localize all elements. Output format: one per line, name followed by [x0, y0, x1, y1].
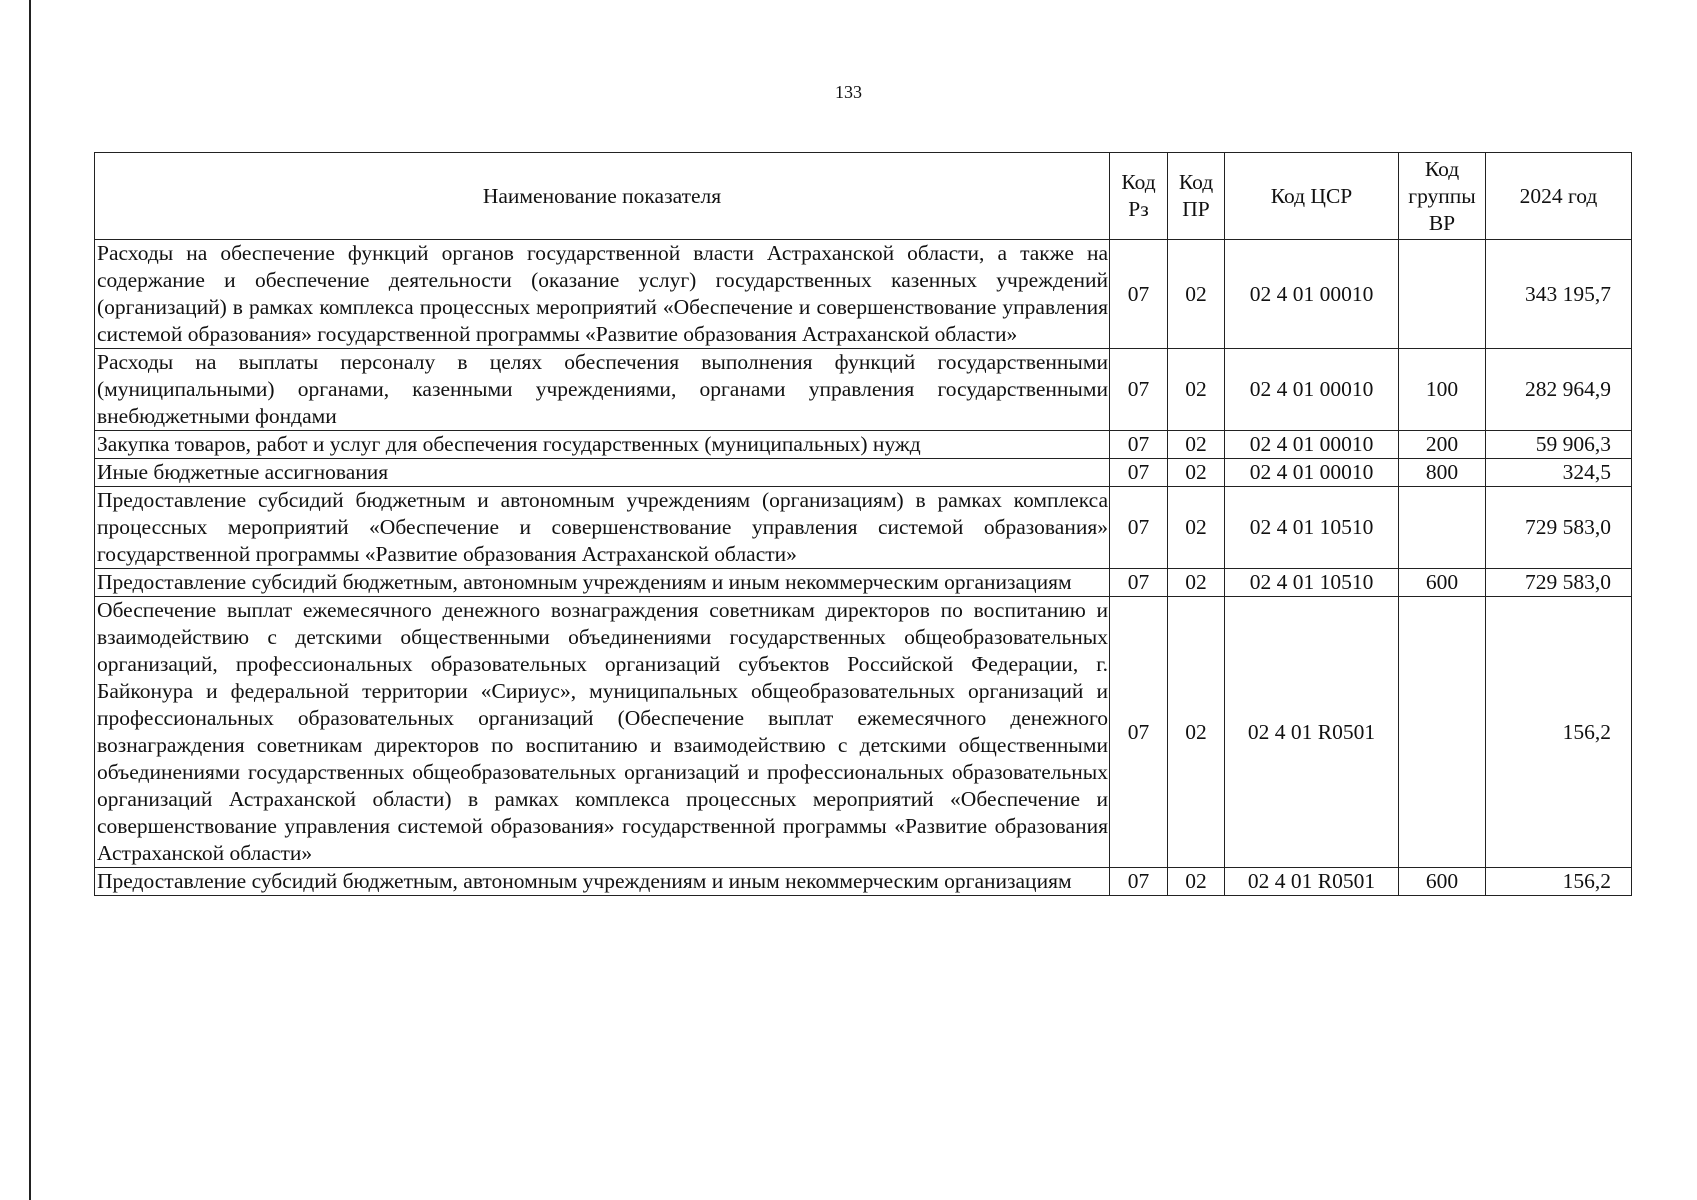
row-name: Закупка товаров, работ и услуг для обеспечения государственных (муниципальных) нужд [95, 431, 1110, 459]
row-vr: 100 [1399, 349, 1486, 431]
header-name: Наименование показателя [95, 153, 1110, 240]
page-number: 133 [835, 82, 862, 102]
row-rz: 07 [1110, 349, 1168, 431]
table-row [95, 487, 1632, 569]
table-header-row [95, 153, 1632, 240]
row-pr: 02 [1168, 569, 1225, 597]
row-csr: 02 4 01 10510 [1225, 569, 1399, 597]
row-name: Обеспечение выплат ежемесячного денежного вознаграждения советникам директоров по воспитанию и взаимодействию с детскими общественными объединениями государственных общеобразовательных организаций, профессиональных образовательных организаций субъектов Российской Федерации, г. Байконура и федеральной территории «Сириус», муниципальных общеобразовательных организаций и профессиональных образовательных организаций (Обеспечение выплат ежемесячного денежного вознаграждения советникам директоров по воспитанию и взаимодействию с детскими общественными объединениями государственных общеобразовательных организаций и профессиональных образовательных организаций Астраханской области) в рамках комплекса процессных мероприятий «Обеспечение и совершенствование управления системой образования» государственной программы «Развитие образования Астраханской области» [95, 597, 1110, 868]
row-amount: 59 906,3 [1486, 431, 1632, 459]
table-row [95, 240, 1632, 349]
row-name: Предоставление субсидий бюджетным и автономным учреждениям (организациям) в рамках комплекса процессных мероприятий «Обеспечение и совершенствование управления системой образования» государственной программы «Развитие образования Астраханской области» [95, 487, 1110, 569]
row-name: Предоставление субсидий бюджетным, автономным учреждениям и иным некоммерческим организациям [95, 569, 1110, 597]
row-csr: 02 4 01 R0501 [1225, 868, 1399, 896]
row-rz: 07 [1110, 431, 1168, 459]
row-amount: 343 195,7 [1486, 240, 1632, 349]
row-amount: 729 583,0 [1486, 487, 1632, 569]
row-name: Иные бюджетные ассигнования [95, 459, 1110, 487]
row-vr [1399, 240, 1486, 349]
table-row [95, 569, 1632, 597]
row-vr: 800 [1399, 459, 1486, 487]
row-vr [1399, 597, 1486, 868]
table-row [95, 431, 1632, 459]
row-rz: 07 [1110, 868, 1168, 896]
header-pr: Код ПР [1168, 153, 1225, 240]
row-vr [1399, 487, 1486, 569]
row-amount: 729 583,0 [1486, 569, 1632, 597]
row-pr: 02 [1168, 431, 1225, 459]
header-year: 2024 год [1486, 153, 1632, 240]
row-csr: 02 4 01 00010 [1225, 349, 1399, 431]
row-pr: 02 [1168, 349, 1225, 431]
table-row [95, 459, 1632, 487]
row-csr: 02 4 01 00010 [1225, 431, 1399, 459]
row-amount: 324,5 [1486, 459, 1632, 487]
row-rz: 07 [1110, 569, 1168, 597]
row-name: Расходы на обеспечение функций органов государственной власти Астраханской области, а также на содержание и обеспечение деятельности (оказание услуг) государственных казенных учреждений (организаций) в рамках комплекса процессных мероприятий «Обеспечение и совершенствование управления системой образования» государственной программы «Развитие образования Астраханской области» [95, 240, 1110, 349]
row-amount: 282 964,9 [1486, 349, 1632, 431]
header-vr: Код группы ВР [1399, 153, 1486, 240]
row-csr: 02 4 01 10510 [1225, 487, 1399, 569]
table-row [95, 868, 1632, 896]
table-row [95, 349, 1632, 431]
row-pr: 02 [1168, 868, 1225, 896]
row-rz: 07 [1110, 597, 1168, 868]
row-vr: 200 [1399, 431, 1486, 459]
row-csr: 02 4 01 R0501 [1225, 597, 1399, 868]
row-rz: 07 [1110, 487, 1168, 569]
header-csr: Код ЦСР [1225, 153, 1399, 240]
row-rz: 07 [1110, 459, 1168, 487]
page-binding-edge [29, 0, 31, 1200]
row-name: Расходы на выплаты персоналу в целях обеспечения выполнения функций государственными (муниципальными) органами, казенными учреждениями, органами управления государственными внебюджетными фондами [95, 349, 1110, 431]
row-amount: 156,2 [1486, 868, 1632, 896]
row-amount: 156,2 [1486, 597, 1632, 868]
row-vr: 600 [1399, 868, 1486, 896]
row-csr: 02 4 01 00010 [1225, 240, 1399, 349]
row-name: Предоставление субсидий бюджетным, автономным учреждениям и иным некоммерческим организациям [95, 868, 1110, 896]
row-vr: 600 [1399, 569, 1486, 597]
row-pr: 02 [1168, 487, 1225, 569]
row-rz: 07 [1110, 240, 1168, 349]
budget-table [94, 152, 1632, 896]
table-row [95, 597, 1632, 868]
row-pr: 02 [1168, 459, 1225, 487]
row-pr: 02 [1168, 240, 1225, 349]
row-csr: 02 4 01 00010 [1225, 459, 1399, 487]
header-rz: Код Рз [1110, 153, 1168, 240]
row-pr: 02 [1168, 597, 1225, 868]
